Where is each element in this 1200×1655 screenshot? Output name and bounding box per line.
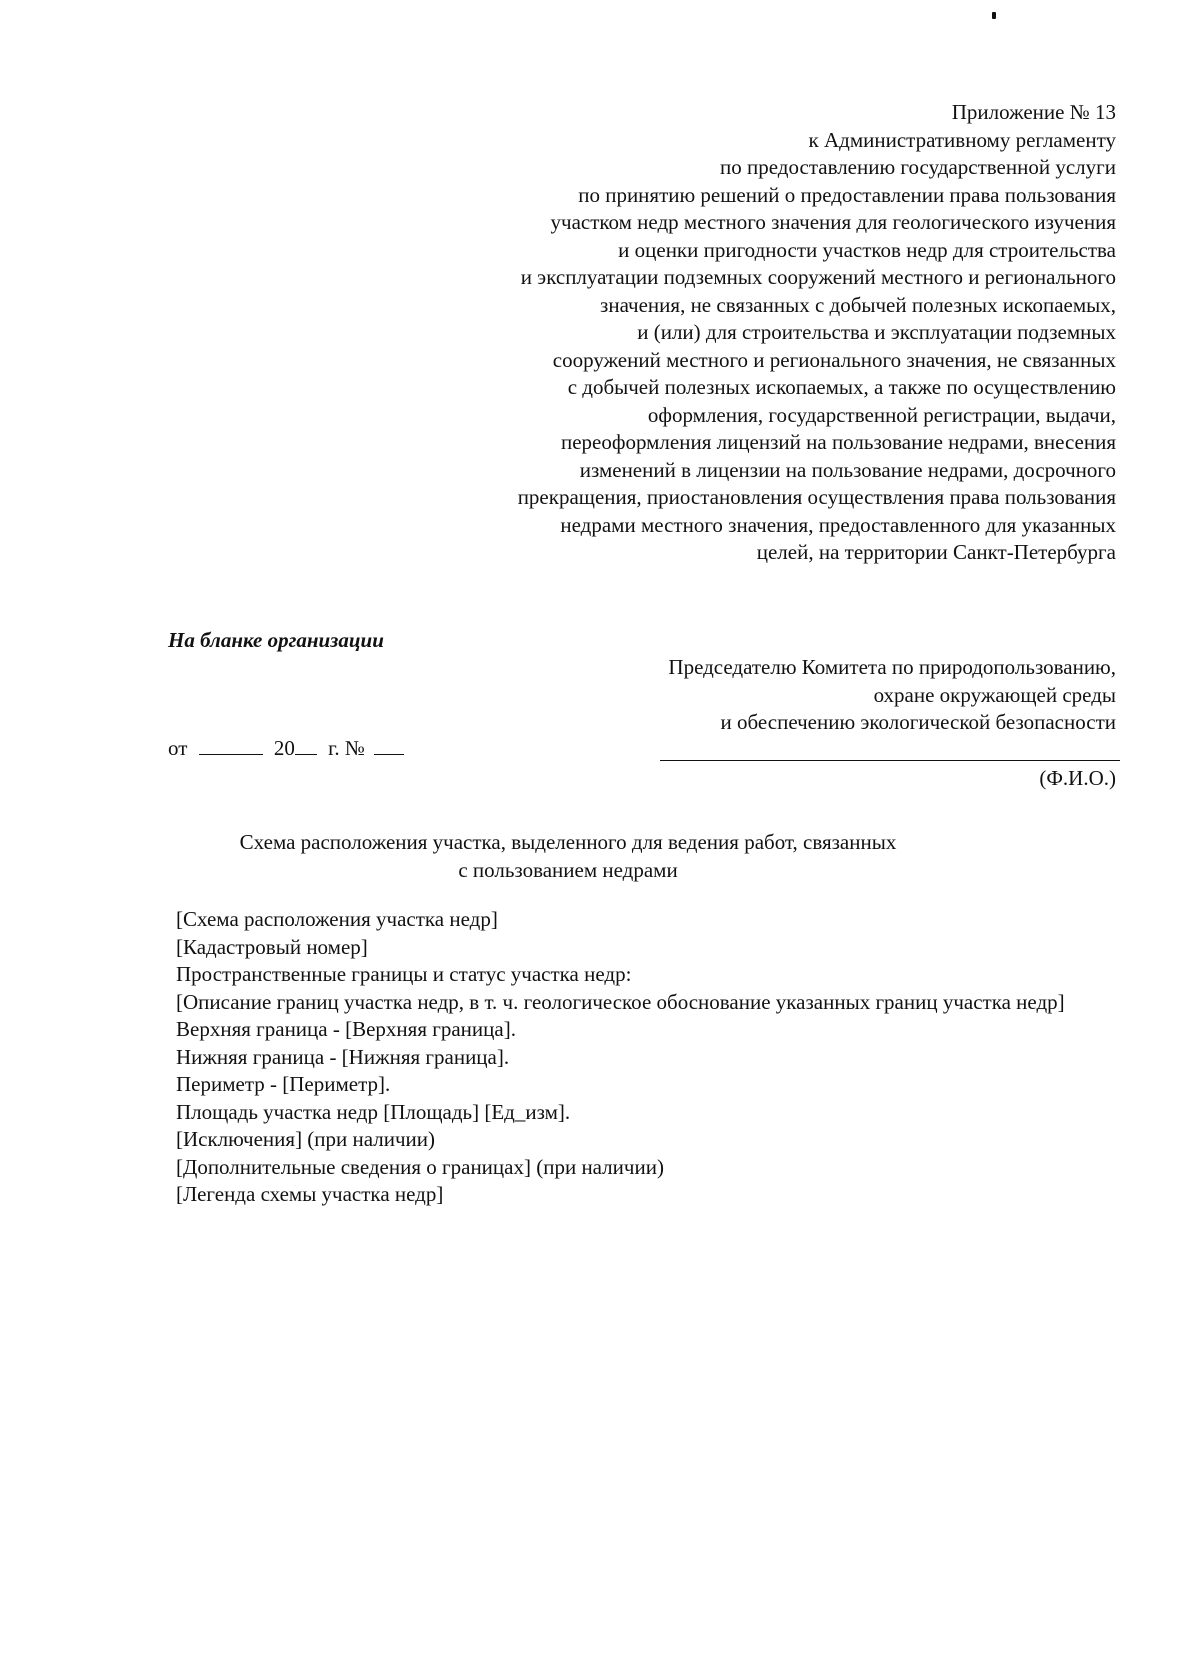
appendix-line: по предоставлению государственной услуги: [720, 155, 1116, 179]
appendix-line: прекращения, приостановления осуществления права пользования: [517, 485, 1116, 509]
number-blank: [374, 736, 404, 755]
year-prefix: 20: [273, 736, 295, 760]
appendix-line: по принятию решений о предоставлении права пользования: [578, 182, 1116, 207]
appendix-line: недрами местного значения, предоставленного для указанных: [560, 512, 1116, 537]
body-item: [Исключения] (при наличии): [176, 1127, 436, 1151]
body-item: Пространственные границы и статус участка недр:: [176, 962, 632, 986]
body-item: [Схема расположения участка недр]: [176, 907, 498, 931]
appendix-line: изменений в лицензии на пользование недрами, досрочного: [579, 457, 1116, 482]
appendix-line: оформления, государственной регистрации, выдачи,: [647, 402, 1116, 427]
appendix-line: значения, не связанных с добычей полезных ископаемых,: [600, 292, 1116, 317]
appendix-header: [376, 99, 1116, 567]
title-line: с пользованием недрами: [458, 857, 678, 882]
appendix-line: к Административному регламенту: [808, 127, 1116, 152]
addressee-block: [556, 654, 1116, 737]
appendix-line: переоформления лицензий на пользование недрами, внесения: [560, 430, 1116, 454]
body-item: [Легенда схемы участка недр]: [176, 1182, 444, 1206]
document-body: [176, 906, 1096, 1209]
scan-mark: [992, 12, 996, 19]
body-item: Верхняя граница - [Верхняя граница].: [176, 1017, 516, 1041]
appendix-line: с добычей полезных ископаемых, а также по осуществлению: [567, 375, 1116, 399]
name-signature-line: [660, 760, 1120, 761]
fio-label: (Ф.И.О.): [1039, 766, 1116, 790]
date-number-line: [168, 736, 404, 761]
addressee-line: Председателю Комитета по природопользованию,: [668, 655, 1116, 679]
letterhead-note: На бланке организации: [168, 628, 384, 652]
appendix-line: сооружений местного и регионального значения, не связанных: [552, 347, 1116, 372]
appendix-line: и эксплуатации подземных сооружений местного и регионального: [520, 265, 1116, 289]
number-label: г. №: [328, 736, 365, 760]
appendix-line: и оценки пригодности участков недр для строительства: [618, 237, 1116, 262]
addressee-line: и обеспечению экологической безопасности: [720, 710, 1116, 734]
body-item: [Дополнительные сведения о границах] (при наличии): [176, 1154, 664, 1179]
body-item: Нижняя граница - [Нижняя граница].: [176, 1044, 510, 1069]
date-blank: [199, 736, 263, 755]
year-blank: [295, 736, 317, 755]
appendix-line: и (или) для строительства и эксплуатации подземных: [637, 320, 1116, 344]
document-title: [168, 829, 968, 884]
body-item: Периметр - [Периметр].: [176, 1072, 391, 1096]
appendix-line: Приложение № 13: [951, 100, 1116, 124]
appendix-line: участком недр местного значения для геологического изучения: [550, 210, 1116, 234]
appendix-line: целей, на территории Санкт-Петербурга: [756, 540, 1116, 564]
body-item: [Описание границ участка недр, в т. ч. геологическое обоснование указанных границ участка недр]: [176, 989, 1065, 1014]
title-line: Схема расположения участка, выделенного для ведения работ, связанных: [239, 830, 897, 854]
addressee-line: охране окружающей среды: [873, 682, 1116, 707]
body-item: [Кадастровый номер]: [176, 934, 368, 959]
body-item: Площадь участка недр [Площадь] [Ед_изм].: [176, 1099, 571, 1124]
date-prefix: от: [168, 736, 188, 760]
